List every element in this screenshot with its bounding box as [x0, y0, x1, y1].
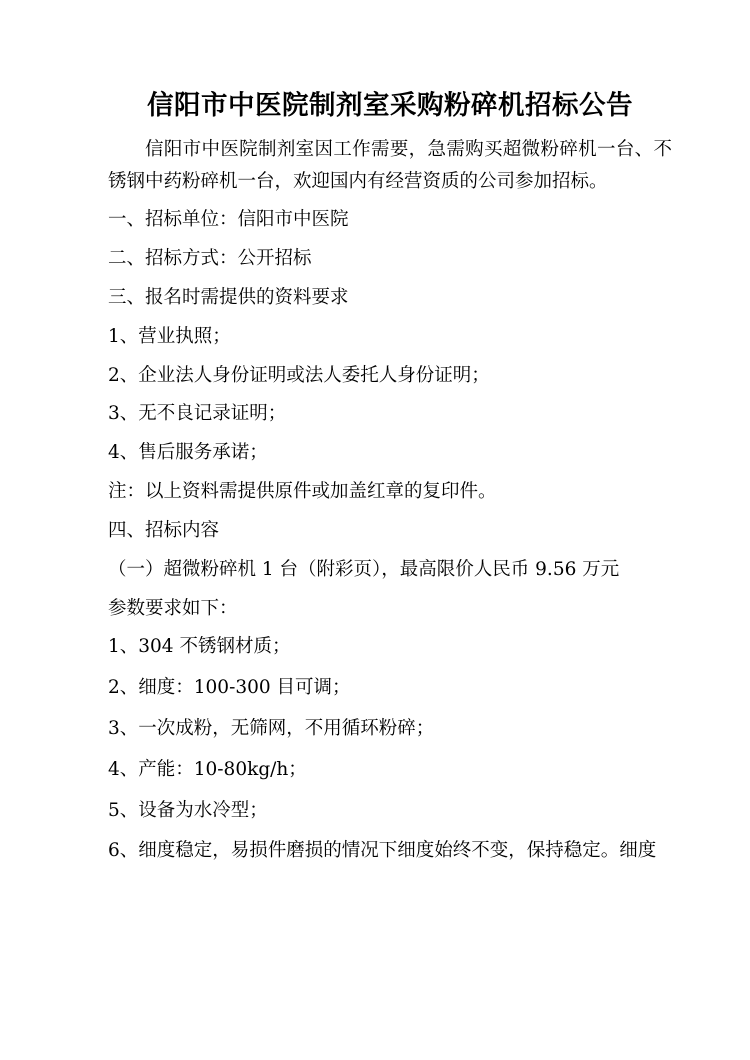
material-item-3: 3、无不良记录证明； [108, 403, 287, 425]
section-required-materials: 三、报名时需提供的资料要求 [108, 287, 349, 309]
parameter-item-1: 1、304 不锈钢材质； [108, 636, 291, 658]
intro-paragraph: 信阳市中医院制剂室因工作需要，急需购买超微粉碎机一台、不锈钢中药粉碎机一台，欢迎国内有经营资质的公司参加招标。 [108, 138, 672, 192]
parameter-item-5: 5、设备为水冷型； [108, 799, 268, 821]
section-bidding-unit: 一、招标单位：信阳市中医院 [108, 209, 349, 231]
document-body [108, 134, 672, 867]
page-title: 信阳市中医院制剂室采购粉碎机招标公告 [147, 90, 633, 121]
section-bidding-method: 二、招标方式：公开招标 [108, 248, 312, 270]
material-item-1: 1、营业执照； [108, 325, 231, 347]
material-item-2: 2、企业法人身份证明或法人委托人身份证明； [108, 364, 490, 386]
parameter-item-3: 3、一次成粉，无筛网，不用循环粉碎； [108, 717, 435, 739]
parameter-item-4: 4、产能：10-80kg/h； [108, 758, 307, 780]
parameter-item-2: 2、细度：100-300 目可调； [108, 677, 351, 699]
item-one-pulverizer: （一）超微粉碎机 1 台（附彩页），最高限价人民币 9.56 万元 [108, 558, 620, 580]
materials-note: 注：以上资料需提供原件或加盖红章的复印件。 [108, 481, 497, 503]
material-item-4: 4、售后服务承诺； [108, 442, 268, 464]
parameters-heading: 参数要求如下： [108, 597, 238, 619]
parameter-item-6: 6、细度稳定，易损件磨损的情况下细度始终不变，保持稳定。细度 [108, 840, 657, 862]
section-bidding-content: 四、招标内容 [108, 519, 220, 541]
